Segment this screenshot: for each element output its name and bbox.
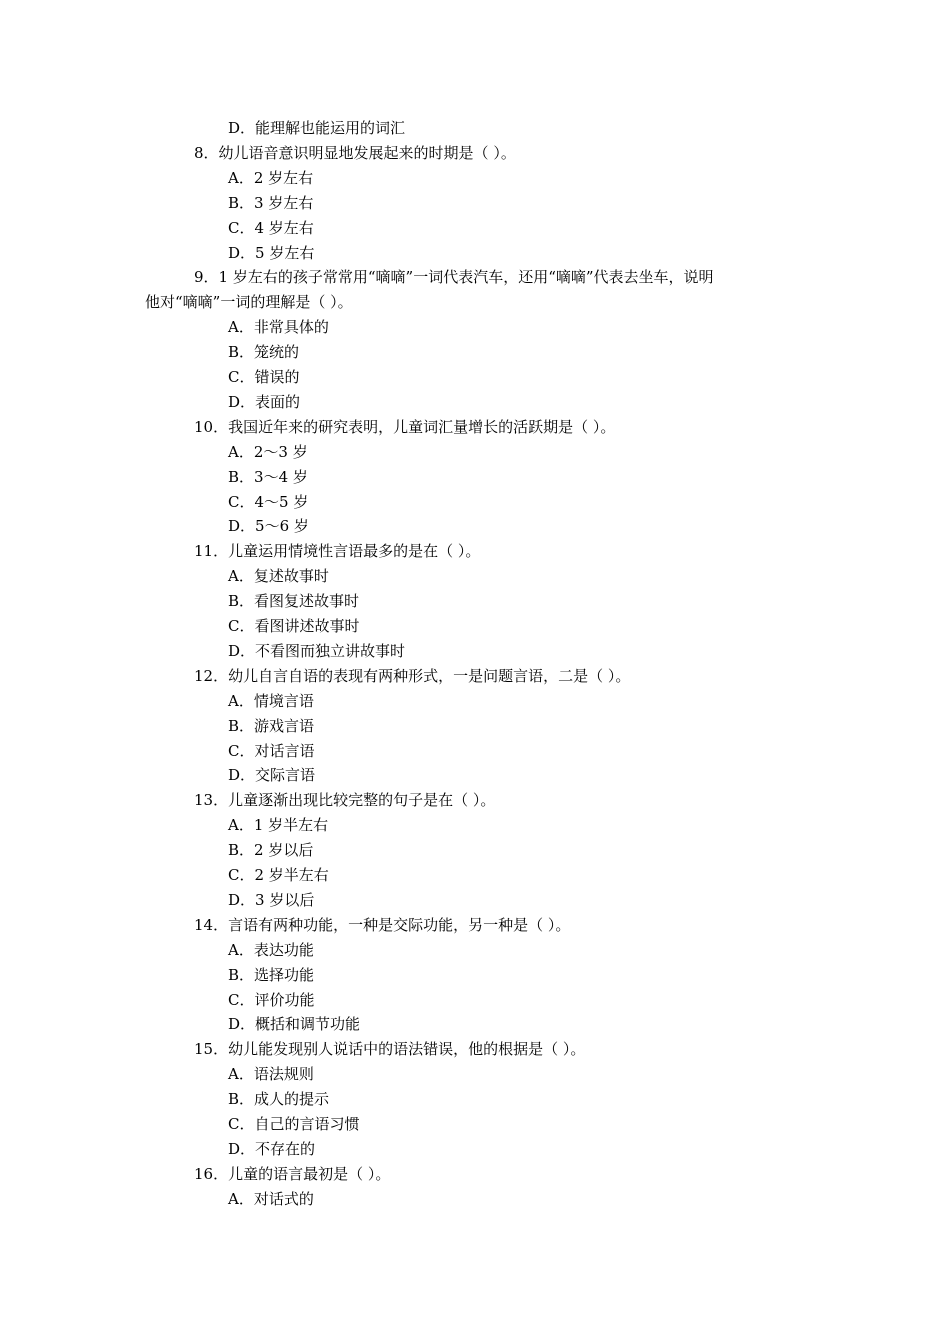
- question-text: 13．儿童逐渐出现比较完整的句子是在（ ）。: [194, 791, 496, 810]
- question-text: 16．儿童的语言最初是（ ）。: [194, 1164, 391, 1183]
- answer-option: D．3 岁以后: [228, 890, 315, 909]
- answer-option: C．错误的: [228, 368, 300, 386]
- question-text: 15．幼儿能发现别人说话中的语法错误，他的根据是（ ）。: [194, 1040, 586, 1059]
- answer-option: D．5 岁左右: [228, 243, 315, 262]
- question-text: 12．幼儿自言自语的表现有两种形式，一是问题言语，二是（ ）。: [194, 666, 631, 685]
- answer-option: D．表面的: [228, 392, 301, 411]
- answer-option: C．2 岁半左右: [228, 866, 329, 884]
- answer-option: A．对话式的: [228, 1189, 314, 1208]
- answer-option: B．看图复述故事时: [228, 592, 360, 611]
- question-text: 9．1 岁左右的孩子常常用“嘀嘀”一词代表汽车，还用“嘀嘀”代表去坐车，说明: [194, 268, 714, 287]
- answer-option: D．不看图而独立讲故事时: [228, 641, 406, 660]
- answer-option: B．3 岁左右: [228, 193, 314, 212]
- answer-option: D．不存在的: [228, 1139, 316, 1158]
- answer-option: D．交际言语: [228, 766, 316, 785]
- answer-option: A．1 岁半左右: [228, 816, 329, 835]
- answer-option: A．非常具体的: [228, 318, 329, 337]
- question-text-continued: 他对“嘀嘀”一词的理解是（ ）。: [145, 293, 353, 312]
- question-text: 8．幼儿语音意识明显地发展起来的时期是（ ）。: [194, 143, 516, 162]
- answer-option: A．表达功能: [228, 940, 314, 959]
- question-text: 11．儿童运用情境性言语最多的是在（ ）。: [194, 542, 481, 561]
- answer-option: C．看图讲述故事时: [228, 617, 360, 635]
- answer-option: A．语法规则: [228, 1065, 314, 1084]
- answer-option: B．选择功能: [228, 965, 315, 984]
- answer-option: A．情境言语: [228, 691, 314, 710]
- answer-option: B．笼统的: [228, 343, 300, 362]
- answer-option: B．游戏言语: [228, 716, 315, 735]
- answer-option: C．评价功能: [228, 990, 315, 1009]
- answer-option: B．3～4 岁: [228, 467, 308, 486]
- answer-option: D．能理解也能运用的词汇: [228, 119, 406, 137]
- answer-option: A．2～3 岁: [228, 442, 308, 461]
- answer-option: B．成人的提示: [228, 1090, 330, 1109]
- answer-option: C．4～5 岁: [228, 492, 309, 511]
- question-text: 10．我国近年来的研究表明，儿童词汇量增长的活跃期是（ ）。: [194, 417, 616, 436]
- answer-option: A．2 岁左右: [228, 168, 314, 187]
- answer-option: C．对话言语: [228, 741, 315, 760]
- answer-option: C．自己的言语习惯: [228, 1115, 360, 1133]
- question-text: 14．言语有两种功能，一种是交际功能，另一种是（ ）。: [194, 915, 571, 934]
- answer-option: D．概括和调节功能: [228, 1015, 361, 1034]
- answer-option: B．2 岁以后: [228, 841, 314, 860]
- answer-option: D．5～6 岁: [228, 517, 309, 536]
- answer-option: C．4 岁左右: [228, 218, 314, 237]
- answer-option: A．复述故事时: [228, 567, 329, 586]
